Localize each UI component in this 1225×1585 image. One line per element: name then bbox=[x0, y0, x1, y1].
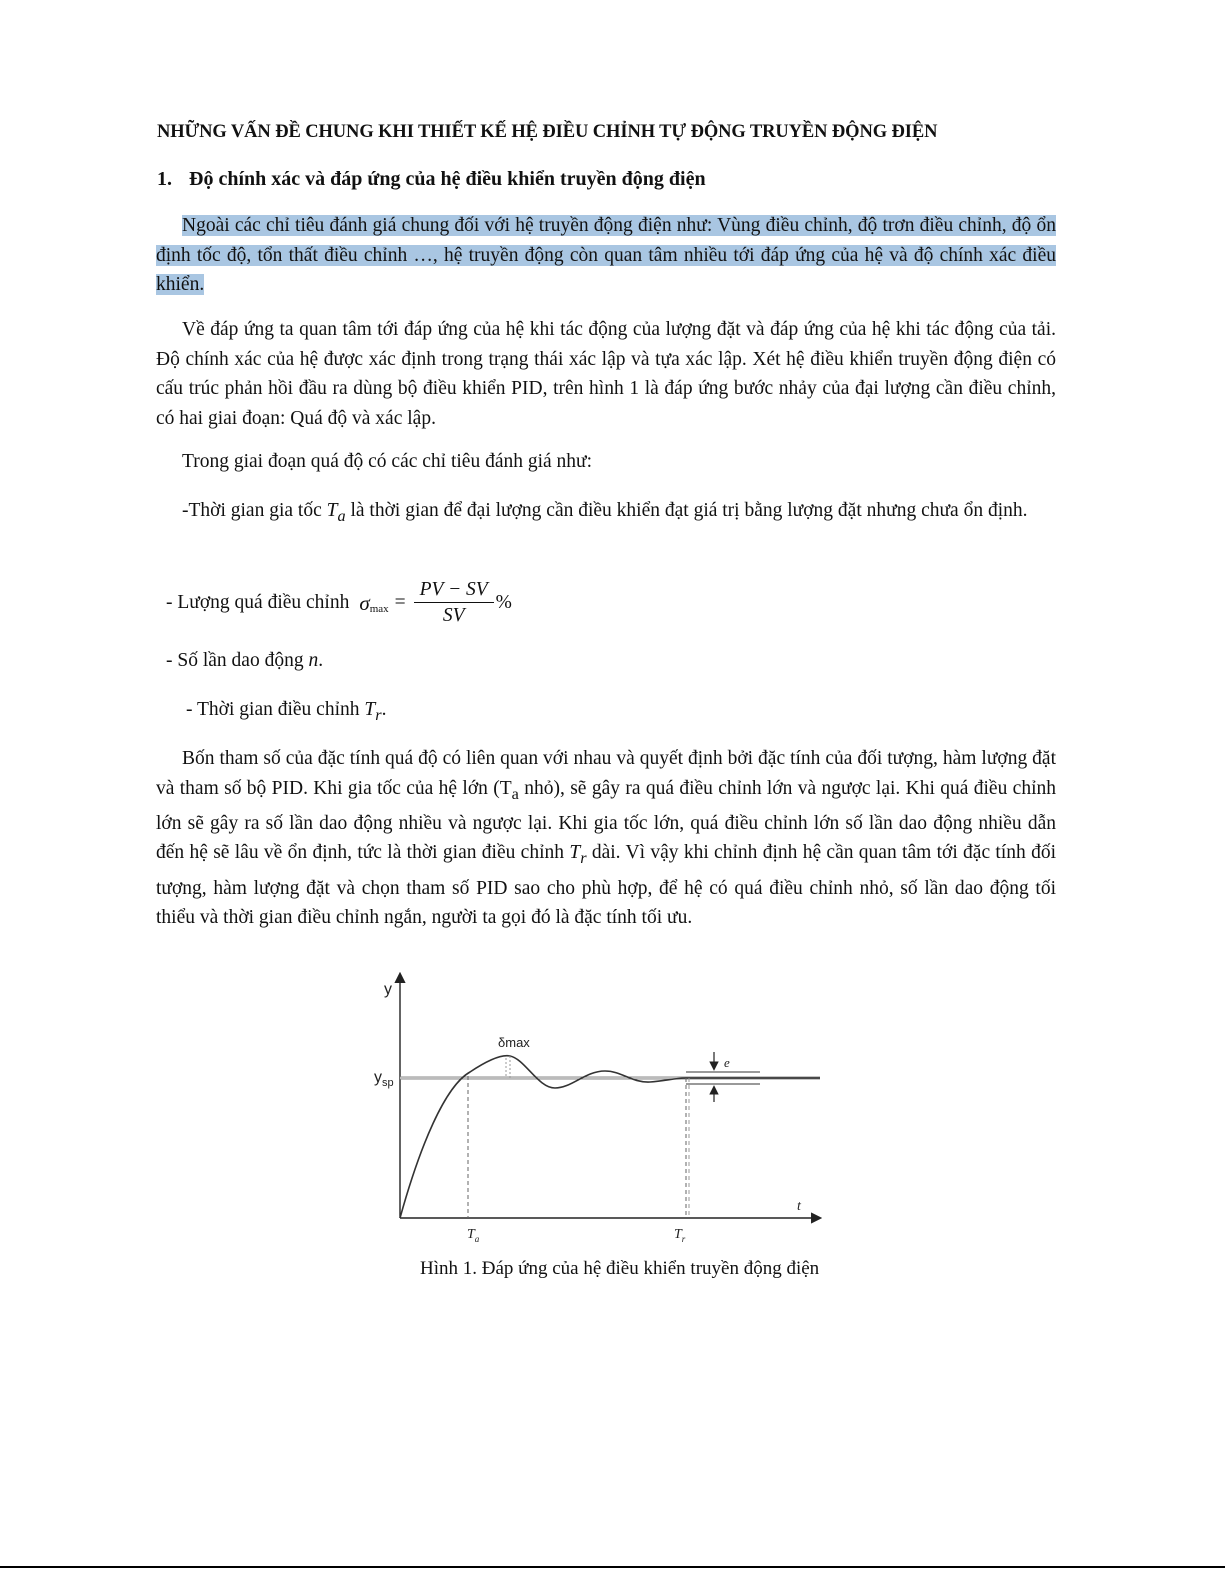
tr-label-sub: r bbox=[681, 1234, 686, 1244]
relation-part3: dài. Vì vậy khi chỉnh định hệ cần quan tâm tới đặc tính đối tượng, hàm lượng đặt và chọn tham số PID sao cho phù hợp, để hệ có quá điều chỉnh nhỏ, số lần dao động tối thiểu và thời gian điều chỉnh ngắn, người ta gọi đó là đặc tính tối ưu. bbox=[156, 842, 1057, 929]
fraction-denominator: SV bbox=[442, 604, 465, 626]
relation-part1: Bốn tham số của đặc tính quá độ có liên quan với nhau và quyết định bởi đặc tính của đối tượng, hàm lượng đặt và tham số bộ PID. Khi gia tốc của hệ lớn (T bbox=[156, 748, 1056, 799]
settling-end: . bbox=[381, 699, 387, 720]
ysp-label-main: y bbox=[374, 1069, 382, 1086]
oscillation-count-item bbox=[166, 650, 323, 672]
tr-label-main: T bbox=[674, 1227, 682, 1242]
sigma-subscript: max bbox=[369, 603, 389, 615]
relation-sub-r: r bbox=[580, 849, 587, 868]
e-label: e bbox=[724, 1055, 730, 1070]
step-response-figure bbox=[360, 966, 840, 1256]
relation-sub-a: a bbox=[511, 784, 519, 803]
overshoot-label: - Lượng quá điều chỉnh bbox=[166, 592, 350, 613]
figure-caption: Hình 1. Đáp ứng của hệ điều khiển truyền động điện bbox=[420, 1258, 820, 1279]
highlighted-selection[interactable]: Ngoài các chỉ tiêu đánh giá chung đối với hệ truyền động điện như: Vùng điều chỉnh, độ trơn điều chỉnh, độ ổn định tốc độ, tổn thất điều chỉnh …, hệ truyền động còn quan tâm nhiều tới đáp ứng của hệ và độ chính xác điều khiển. bbox=[156, 215, 1056, 295]
settling-time-item bbox=[186, 699, 386, 725]
oscillation-text: - Số lần dao động bbox=[166, 650, 309, 671]
t-axis-label: t bbox=[797, 1199, 801, 1214]
acceleration-prefix: -Thời gian gia tốc bbox=[182, 500, 327, 521]
acceleration-symbol-sub: a bbox=[337, 506, 346, 525]
settling-symbol-sub: r bbox=[375, 705, 382, 724]
relation-symbol-t: T bbox=[569, 842, 581, 864]
settling-symbol: T bbox=[364, 699, 376, 720]
oscillation-symbol: n bbox=[308, 650, 319, 671]
ta-label-sub: a bbox=[474, 1234, 480, 1244]
sigma-symbol: σ bbox=[359, 590, 370, 615]
overshoot-fraction bbox=[414, 578, 494, 629]
relation-paragraph bbox=[156, 744, 1056, 933]
tr-label bbox=[674, 1227, 686, 1244]
section-heading bbox=[157, 168, 706, 191]
ysp-label bbox=[374, 1069, 394, 1089]
fraction-numerator: PV − SV bbox=[419, 578, 488, 600]
acceleration-rest: là thời gian để đại lượng cần điều khiển đạt giá trị bằng lượng đặt nhưng chưa ổn định. bbox=[345, 500, 1028, 521]
settling-text: - Thời gian điều chỉnh bbox=[186, 699, 365, 720]
document-title: NHỮNG VẤN ĐỀ CHUNG KHI THIẾT KẾ HỆ ĐIỀU CHỈNH TỰ ĐỘNG TRUYỀN ĐỘNG ĐIỆN bbox=[157, 122, 938, 142]
delta-max-label: δmax bbox=[498, 1035, 530, 1050]
intro-paragraph[interactable] bbox=[156, 211, 1056, 300]
equals-sign: = bbox=[394, 592, 406, 613]
response-curve bbox=[400, 1056, 820, 1218]
section-heading-text: Độ chính xác và đáp ứng của hệ điều khiển truyền động điện bbox=[189, 168, 706, 190]
oscillation-end: . bbox=[318, 650, 324, 671]
relation-part2: nhỏ), sẽ gây ra quá điều chỉnh lớn và ngược lại. Khi quá điều chỉnh lớn sẽ gây ra số lần dao động nhiều và ngược lại. Khi gia tốc lớn, quá điều chỉnh lớn số lần dao động nhiều dẫn đến hệ sẽ lâu về ổn định, tức là thời gian điều chỉnh bbox=[156, 777, 1056, 864]
y-axis-label: y bbox=[384, 981, 392, 998]
section-number: 1. bbox=[157, 168, 172, 190]
response-paragraph: Về đáp ứng ta quan tâm tới đáp ứng của hệ khi tác động của lượng đặt và đáp ứng của hệ khi tác động của tải. Độ chính xác của hệ được xác định trong trạng thái xác lập và tựa xác lập. Xét hệ điều khiển truyền động điện có cấu trúc phản hồi đầu ra dùng bộ điều khiển PID, trên hình 1 là đáp ứng bước nhảy của đại lượng cần điều chỉnh, có hai giai đoạn: Quá độ và xác lập. bbox=[156, 319, 1056, 429]
percent-sign: % bbox=[495, 592, 512, 613]
acceleration-symbol: T bbox=[326, 500, 338, 521]
overshoot-formula bbox=[166, 572, 512, 634]
ta-label-main: T bbox=[467, 1227, 475, 1242]
acceleration-time-item bbox=[156, 496, 1056, 531]
ta-label bbox=[467, 1227, 480, 1244]
ysp-label-sub: sp bbox=[382, 1077, 394, 1089]
transient-criteria-intro: Trong giai đoạn quá độ có các chỉ tiêu đánh giá như: bbox=[182, 451, 593, 472]
page-bottom-rule bbox=[0, 1566, 1225, 1568]
